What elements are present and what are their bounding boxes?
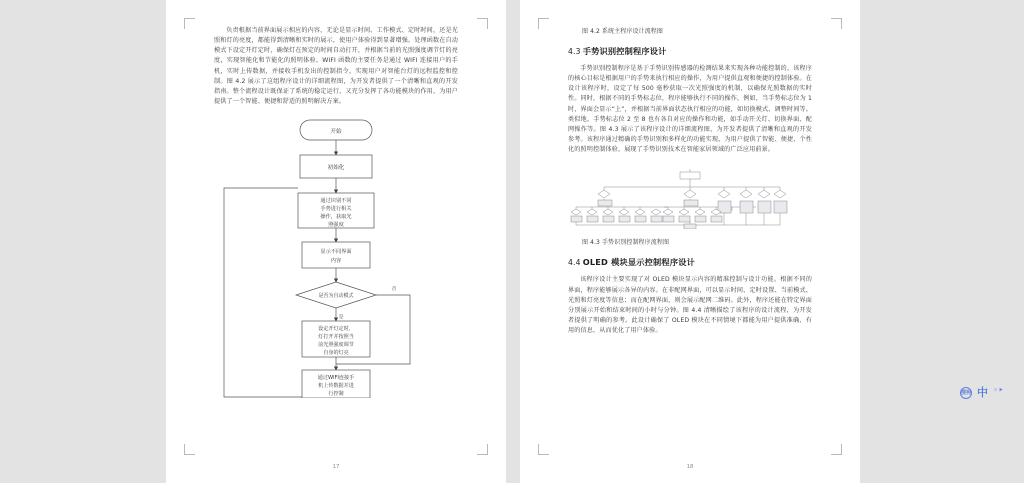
crop-mark-bottom-right [477, 444, 488, 455]
figure-caption-4-3: 图 4.3 手势识别控制程序流程图 [582, 239, 670, 247]
ime-mode-toggle[interactable]: 中 [977, 386, 988, 399]
flow-node-init-label: 初始化 [327, 165, 345, 172]
heading-section-4-3-number: 4.3 [568, 47, 581, 56]
flow-node-init [300, 155, 372, 178]
flow-node-start [300, 120, 372, 140]
svg-text:手势进行相关: 手势进行相关 [320, 206, 352, 213]
flow-node-autoset-label: 设定开灯定时， [318, 326, 354, 333]
flow-node-autoset [302, 321, 370, 357]
page-content-right [568, 26, 812, 449]
paragraph-section-4-4: 该程序设计主要实现了对 OLED 模块显示内容的精准控制与设计功能。根据不同的界面，程序能够展示各异的内容。在非配网界面，可以显示时间、定时设置、当前模式、光照和灯亮度等信息；而在配网界面，则会展示配网二维码。此外，程序还能在特定界面分别展示开始和结束时间的小时与分钟。图 4.4 清晰描绘了该程序的设计流程，为开发者提供了明确的参考。此设计确保了 OLED 模块在不同情境下都能为用户提供准确、有用的信息，从而优化了用户体验。 [568, 276, 812, 335]
flow-node-display [302, 242, 370, 268]
svg-text:操作，获取光: 操作，获取光 [320, 214, 352, 221]
svg-text:机上传数据并进: 机上传数据并进 [318, 383, 354, 390]
flow-branch-yes: 是 [338, 315, 344, 321]
ime-logo-icon[interactable] [960, 387, 972, 399]
flow43-decisions-row2 [571, 209, 721, 215]
svg-text:自身的灯亮: 自身的灯亮 [323, 350, 349, 357]
flowchart-gesture-control [568, 169, 812, 233]
crop-mark-top-left [538, 18, 549, 29]
svg-text:灯打开并按照当: 灯打开并按照当 [318, 334, 354, 341]
flowchart-svg-main [214, 116, 458, 398]
flow-node-gesture-label: 通过识别不同 [320, 198, 352, 205]
flow-node-display-label: 显示不同界面 [320, 249, 352, 256]
document-page-left[interactable] [166, 0, 506, 483]
svg-text:前光照强度调节: 前光照强度调节 [318, 342, 354, 349]
svg-text:内容: 内容 [330, 258, 342, 265]
crop-mark-bottom-left [184, 444, 195, 455]
crop-mark-bottom-left [538, 444, 549, 455]
flow-node-decision [296, 282, 397, 320]
crop-mark-top-right [831, 18, 842, 29]
flowchart-svg-gesture [568, 169, 812, 229]
heading-section-4-4 [568, 257, 812, 268]
flow43-node-top [680, 172, 700, 179]
figure-caption-4-2: 图 4.2 系统主程序设计流程图 [582, 28, 663, 35]
flow-node-decision-label: 是否为自动模式 [318, 293, 354, 300]
flowchart-main-program [214, 116, 458, 402]
flow-node-gesture [298, 193, 374, 228]
crop-mark-bottom-right [831, 444, 842, 455]
paragraph-main-program: 负责根据当前界面展示相应的内容，无论是显示时间、工作模式、定时时间，还是光照和灯的亮度，都能得到清晰和实时的展示，使用户体验得到显著增强。处理函数在自动模式下设定开灯定时，确保灯在预定的时间自动打开，并根据当前的光照强度调节灯的亮度，实现智能化和节能化的照明体验。WIFI 函数的主要任务是通过 WIFI 连接用户的手机，实时上传数据，并接收手机发出的控制指令，实现用户对智能台灯的远程监控和控制。图 4.2 展示了这组程序设计的详细流程图，为开发者提供了一个清晰和直观的开发指南。整个流程设计既保证了系统的稳定运行，又充分发挥了各功能模块的作用，为用户提供了一个智能、便捷和舒适的照明解决方案。 [214, 27, 458, 106]
page-content-left [214, 26, 458, 449]
svg-text:行控制: 行控制 [328, 391, 344, 398]
crop-mark-top-right [477, 18, 488, 29]
svg-text:照强度: 照强度 [328, 222, 344, 229]
page-number-right: 18 [686, 464, 694, 470]
flow-node-wifi-label: 通过WIFI连接手 [317, 375, 355, 382]
tools-icon[interactable]: ◦‣ [993, 386, 1004, 396]
document-page-right[interactable] [520, 0, 860, 483]
heading-section-4-4-title: OLED 模块显示控制程序设计 [582, 257, 695, 268]
heading-section-4-3-title: 手势识别控制程序设计 [582, 46, 667, 56]
ime-logo-label: 搜狗 [961, 390, 972, 396]
ime-toolbar[interactable] [958, 384, 1006, 401]
flow-node-wifi [302, 370, 370, 398]
crop-mark-top-left [184, 18, 195, 29]
heading-section-4-3 [568, 46, 812, 57]
heading-section-4-4-number: 4.4 [568, 258, 581, 268]
page-number-left: 17 [332, 464, 340, 470]
flow-node-start-label: 开始 [330, 129, 342, 136]
flow43-decisions-row1 [598, 190, 786, 198]
flow-branch-no: 否 [391, 287, 397, 293]
flow43-leaf-boxes [571, 216, 722, 229]
paragraph-section-4-3: 手势识别控制程序是基于手势识别传感器的检测结果来实现各种功能控制的，该程序的核心目标是根据用户的手势来执行相应的操作，为用户提供直观和便捷的控制体验。在设计该程序时，设定了每 500 毫秒获取一次光照强度的机制，以确保光照数据的实时性。同时，根据不同的手势标志位，程序能够执行不同的操作，例如，当手势标志位为 1 时，界面会显示“上”，并根据当前界面状态执行相应的功能，如切换模式、调整时间等。类似地，手势标志位 2 至 8 也有各自对应的操作和功能，如手动开关灯、切换界面、配网操作等。图 4.3 展示了该程序设计的详细流程图，为开发者提供了清晰和直观的开发参考。该程序通过精确的手势识别和多样化的功能实现，为用户提供了智能、便捷、个性化的照明控制体验，展现了手势识别技术在智能家居领域的广泛应用前景。 [568, 65, 812, 154]
